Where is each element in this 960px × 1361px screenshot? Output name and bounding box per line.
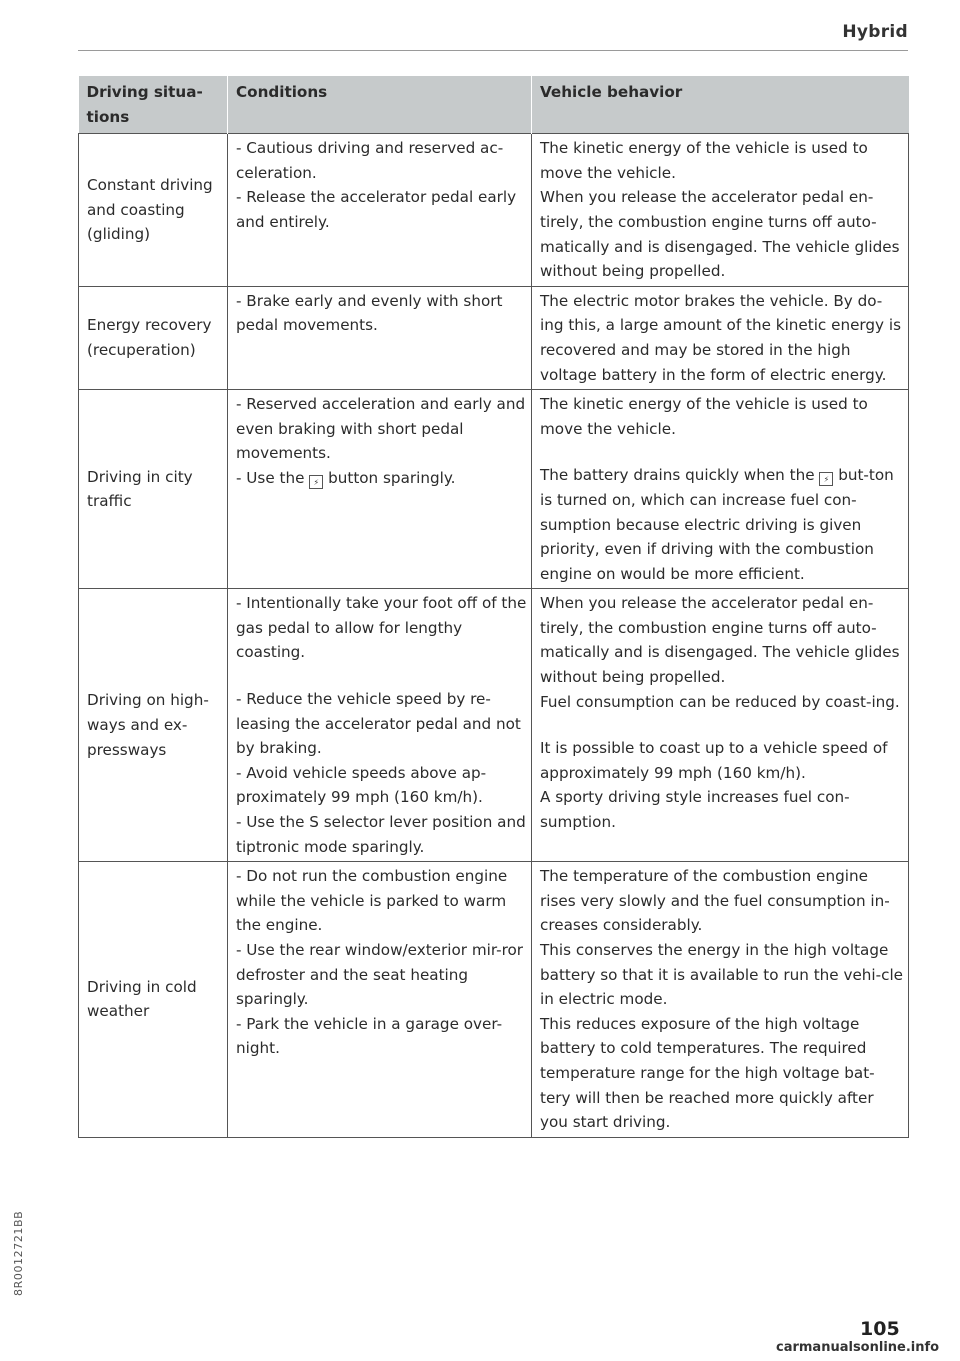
situation-cell: Driving in cold weather	[79, 862, 228, 1138]
column-header-situation: Driving situa-tions	[79, 76, 228, 134]
condition-item: - Reserved acceleration and early and even braking with short pedal movements.	[236, 395, 526, 463]
header-rule	[78, 50, 908, 51]
behavior-item: A sporty driving style increases fuel con-sumption.	[540, 788, 850, 832]
behavior-cell	[532, 862, 909, 1138]
driving-situations-table	[78, 76, 909, 1138]
behavior-item: This reduces exposure of the high voltage battery to cold temperatures. The required temperature range for the high voltage bat-tery will then be reached more quickly after you start driving.	[540, 1014, 875, 1132]
behavior-item: This conserves the energy in the high voltage battery so that it is available to run the vehi-cle in electric mode.	[540, 941, 904, 1009]
condition-item	[236, 466, 527, 491]
condition-text-after: button sparingly.	[328, 468, 456, 487]
conditions-cell	[228, 286, 532, 389]
situation-cell: Driving on high-ways and ex-pressways	[79, 589, 228, 862]
table-row	[79, 390, 909, 589]
conditions-cell	[228, 390, 532, 589]
conditions-cell	[228, 862, 532, 1138]
column-header-conditions: Conditions	[228, 76, 532, 134]
behavior-item: The temperature of the combustion engine rises very slowly and the fuel consumption in-creases considerably.	[540, 867, 890, 935]
conditions-cell	[228, 134, 532, 287]
behavior-text-after: but-ton is turned on, which can increase fuel con-sumption because electric driving is given priority, even if driving with the combustion engine on would be more efficient.	[540, 466, 894, 583]
situation-cell: Constant driving and coasting (gliding)	[79, 134, 228, 287]
behavior-item: When you release the accelerator pedal en-tirely, the combustion engine turns off auto-matically and is disengaged. The vehicle glides without being propelled.	[540, 594, 900, 687]
condition-item: - Brake early and evenly with short pedal movements.	[236, 291, 503, 335]
ev-mode-button-icon: ⚡	[309, 475, 323, 489]
section-title: Hybrid	[842, 22, 908, 42]
condition-item: - Park the vehicle in a garage over-night.	[236, 1014, 503, 1058]
document-code: 8R0012721BB	[12, 1210, 25, 1296]
behavior-text-before: The battery drains quickly when the	[540, 466, 815, 485]
behavior-item: It is possible to coast up to a vehicle speed of approximately 99 mph (160 km/h).	[540, 739, 888, 782]
situation-cell: Energy recovery (recuperation)	[79, 286, 228, 389]
table-header-row	[79, 76, 909, 134]
table-row	[79, 286, 909, 389]
condition-item: - Avoid vehicle speeds above ap-proximately 99 mph (160 km/h).	[236, 763, 487, 807]
page-number: 105	[860, 1318, 900, 1340]
ev-mode-button-icon: ⚡	[819, 472, 833, 486]
table-row	[79, 862, 909, 1138]
table-row	[79, 134, 909, 287]
behavior-item: The kinetic energy of the vehicle is used to move the vehicle.	[540, 139, 868, 182]
behavior-cell	[532, 589, 909, 862]
condition-item: - Release the accelerator pedal early and entirely.	[236, 188, 517, 231]
behavior-cell	[532, 390, 909, 589]
condition-item: - Intentionally take your foot off of the gas pedal to allow for lengthy coasting.	[236, 594, 527, 662]
behavior-item	[540, 463, 904, 586]
condition-item: - Use the S selector lever position and tiptronic mode sparingly.	[236, 813, 526, 856]
condition-item: - Reduce the vehicle speed by re-leasing the accelerator pedal and not by braking.	[236, 690, 521, 758]
column-header-behavior: Vehicle behavior	[532, 76, 909, 134]
table-row	[79, 589, 909, 862]
condition-item: - Do not run the combustion engine while the vehicle is parked to warm the engine.	[236, 867, 508, 935]
watermark-site: carmanualsonline.info	[776, 1340, 940, 1355]
behavior-item: Fuel consumption can be reduced by coast-ing.	[540, 692, 900, 711]
behavior-item: The electric motor brakes the vehicle. By do-ing this, a large amount of the kinetic energy is recovered and may be stored in the high voltage battery in the form of electric energy.	[540, 291, 901, 384]
condition-item: - Cautious driving and reserved ac-celeration.	[236, 139, 504, 182]
behavior-cell	[532, 286, 909, 389]
conditions-cell	[228, 589, 532, 862]
behavior-item: When you release the accelerator pedal en-tirely, the combustion engine turns off auto-matically and is disengaged. The vehicle glides without being propelled.	[540, 188, 900, 281]
condition-item: - Use the rear window/exterior mir-ror defroster and the seat heating sparingly.	[236, 941, 524, 1009]
behavior-item: The kinetic energy of the vehicle is used to move the vehicle.	[540, 395, 868, 438]
behavior-cell	[532, 134, 909, 287]
situation-cell: Driving in city traffic	[79, 390, 228, 589]
condition-text-before: - Use the	[236, 468, 305, 487]
